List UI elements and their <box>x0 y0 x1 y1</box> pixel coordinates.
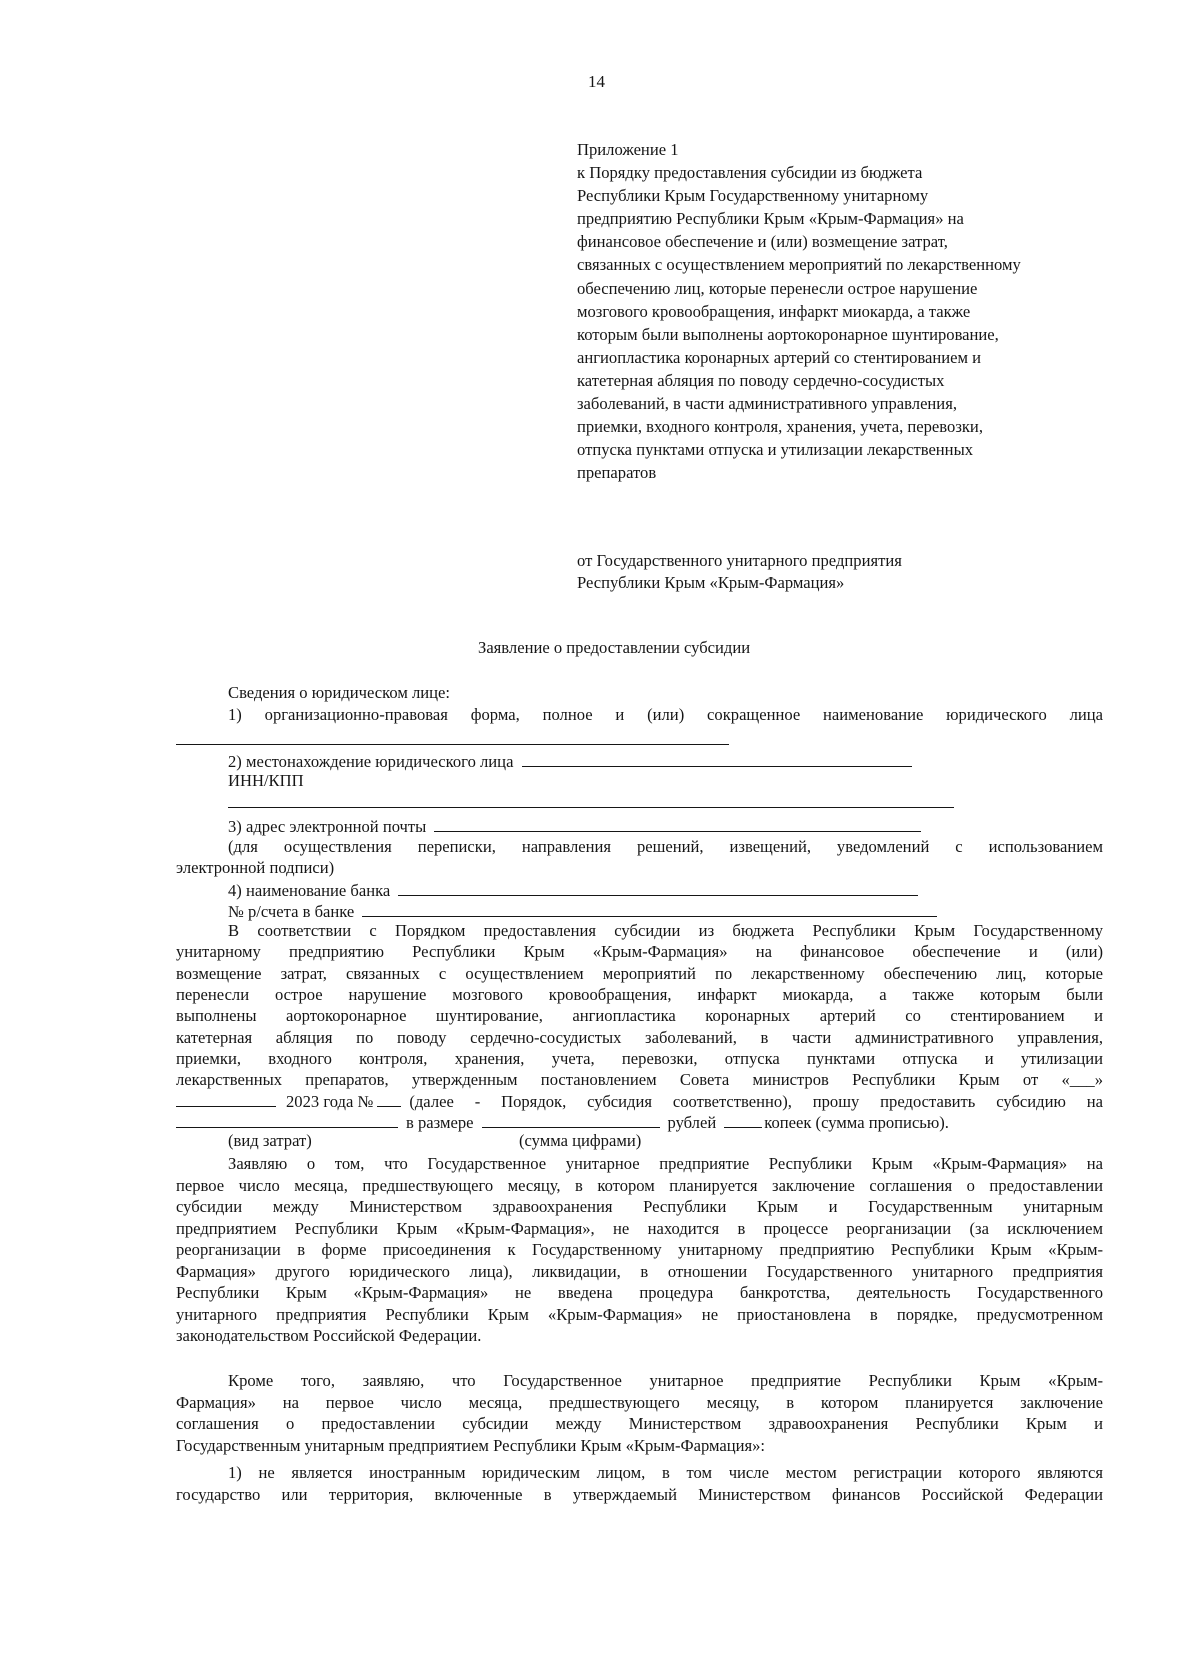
bank-field[interactable] <box>398 878 918 896</box>
after-number-text: (далее - Порядок, субсидия соответственно), прошу предоставить субсидию на <box>409 1092 1103 1111</box>
additional-paragraph-line: соглашения о предоставлении субсидии между Министерством здравоохранения Республики Крым и <box>176 1414 1103 1433</box>
request-paragraph-line: унитарному предприятию Республики Крым «Крым-Фармация» на финансовое обеспечение и (или) <box>176 942 1103 962</box>
appendix-line: Республики Крым Государственному унитарному <box>577 186 929 206</box>
location-row <box>228 749 912 772</box>
request-paragraph-line: перенесли острое нарушение мозгового кровообращения, инфаркт миокарда, а также которым были <box>176 984 1103 1004</box>
from-line-2: Республики Крым «Крым-Фармация» <box>577 573 845 592</box>
rubles-text: рублей <box>667 1113 717 1132</box>
appendix-line: заболеваний, в части административного управления, <box>577 394 957 414</box>
request-paragraph-line: лекарственных препаратов, утвержденным постановлением Совета министров Республики Крым от «___» <box>176 1070 1103 1090</box>
account-label: № р/счета в банке <box>228 902 355 921</box>
in-amount-text: в размере <box>406 1113 474 1132</box>
appendix-line: препаратов <box>577 463 657 483</box>
resolution-date-field[interactable] <box>176 1089 276 1107</box>
bank-label: 4) наименование банка <box>228 881 391 900</box>
document-title: Заявление о предоставлении субсидии <box>478 638 751 657</box>
account-row <box>228 899 937 922</box>
legal-entity-item-1: 1) организационно-правовая форма, полное и (или) сокращенное наименование юридического лица <box>228 705 1103 724</box>
appendix-line: которым были выполнены аортокоронарное шунтирование, <box>577 324 999 344</box>
appendix-line: к Порядку предоставления субсидии из бюджета <box>577 163 923 183</box>
appendix-line: Приложение 1 <box>577 140 679 159</box>
declaration-paragraph-line: Фармация» другого юридического лица), ликвидации, в отношении Государственного унитарного предприятия <box>176 1261 1103 1281</box>
request-fill-row-1 <box>176 1089 1103 1112</box>
request-paragraph-line: катетерная абляция по поводу сердечно-сосудистых заболеваний, в части административного управления, <box>176 1027 1103 1047</box>
appendix-line: связанных с осуществлением мероприятий по лекарственному <box>577 255 1021 275</box>
cost-type-field[interactable] <box>176 1110 398 1128</box>
additional-paragraph-line: Государственным унитарным предприятием Республики Крым «Крым-Фармация»: <box>176 1435 766 1455</box>
from-line-1: от Государственного унитарного предприятия <box>577 551 902 570</box>
declaration-paragraph-line: законодательством Российской Федерации. <box>176 1326 482 1345</box>
declaration-paragraph-line: предприятием Республики Крым «Крым-Фармация», не находится в процессе реорганизации (за исключением <box>176 1218 1103 1238</box>
appendix-line: финансовое обеспечение и (или) возмещение затрат, <box>577 232 948 252</box>
cost-type-caption: (вид затрат) <box>228 1131 312 1150</box>
declaration-paragraph-line: первое число месяца, предшествующего месяцу, в котором планируется заключение соглашения о предоставлении <box>176 1175 1103 1195</box>
declaration-paragraph-line: Республики Крым «Крым-Фармация» не введена процедура банкротства, деятельность Государственного <box>176 1283 1103 1302</box>
request-paragraph-line: В соответствии с Порядком предоставления субсидии из бюджета Республики Крым Государственному <box>228 921 1103 940</box>
request-fill-row-2 <box>176 1110 949 1133</box>
bank-row <box>228 878 918 901</box>
page-number: 14 <box>588 72 605 91</box>
kopecks-field[interactable] <box>724 1110 762 1128</box>
inn-kpp-label: ИНН/КПП <box>228 771 304 790</box>
year-text: 2023 года № <box>286 1092 374 1111</box>
amount-digits-field[interactable] <box>482 1110 660 1128</box>
appendix-line: мозгового кровообращения, инфаркт миокарда, а также <box>577 301 971 321</box>
additional-paragraph-line: Кроме того, заявляю, что Государственное унитарное предприятие Республики Крым «Крым- <box>228 1371 1103 1390</box>
declaration-paragraph-line: субсидии между Министерством здравоохранения Республики Крым и Государственным унитарным <box>176 1197 1103 1216</box>
location-field[interactable] <box>522 749 912 767</box>
email-field[interactable] <box>434 814 921 832</box>
email-note-line-1: (для осуществления переписки, направления решений, извещений, уведомлений с использованием <box>228 837 1103 856</box>
email-row <box>228 814 921 837</box>
account-field[interactable] <box>362 899 937 917</box>
kopecks-text: копеек (сумма прописью). <box>764 1113 949 1132</box>
email-note-line-2: электронной подписи) <box>176 858 335 877</box>
email-label: 3) адрес электронной почты <box>228 817 427 836</box>
additional-paragraph-line: Фармация» на первое число месяца, предшествующего месяцу, в котором планируется заключение <box>176 1392 1103 1412</box>
appendix-line: приемки, входного контроля, хранения, учета, перевозки, <box>577 417 983 437</box>
condition-paragraph-line: государство или территория, включенные в утверждаемый Министерством финансов Российской Федерации <box>176 1484 1103 1504</box>
appendix-line: отпуска пунктами отпуска и утилизации лекарственных <box>577 440 974 460</box>
declaration-paragraph-line: реорганизации в форме присоединения к Государственному унитарному предприятию Республики Крым «Крым- <box>176 1240 1103 1259</box>
amount-caption: (сумма цифрами) <box>519 1131 642 1150</box>
request-paragraph-line: выполнены аортокоронарное шунтирование, ангиопластика коронарных артерий со стентированием и <box>176 1006 1103 1026</box>
legal-entity-heading: Сведения о юридическом лице: <box>228 683 450 702</box>
condition-paragraph-line: 1) не является иностранным юридическим лицом, в том числе местом регистрации которого являются <box>228 1463 1103 1482</box>
resolution-number-field[interactable] <box>377 1089 401 1107</box>
appendix-line: предприятию Республики Крым «Крым-Фармация» на <box>577 209 964 229</box>
appendix-line: обеспечению лиц, которые перенесли острое нарушение <box>577 278 978 298</box>
item1-fill-line <box>176 744 729 745</box>
declaration-paragraph-line: унитарного предприятия Республики Крым «Крым-Фармация» не приостановлена в порядке, предусмотренном <box>176 1304 1103 1324</box>
request-paragraph-line: возмещение затрат, связанных с осуществлением мероприятий по лекарственному обеспечению лиц, которые <box>176 963 1103 983</box>
appendix-line: ангиопластика коронарных артерий со стентированием и <box>577 347 982 367</box>
request-paragraph-line: приемки, входного контроля, хранения, учета, перевозки, отпуска пунктами отпуска и утилизации <box>176 1048 1103 1068</box>
appendix-line: катетерная абляция по поводу сердечно-сосудистых <box>577 370 945 390</box>
location-label: 2) местонахождение юридического лица <box>228 752 514 771</box>
appendix-block <box>577 138 1137 484</box>
inn-kpp-field[interactable] <box>228 807 954 808</box>
declaration-paragraph-line: Заявляю о том, что Государственное унитарное предприятие Республики Крым «Крым-Фармация» на <box>228 1154 1103 1173</box>
